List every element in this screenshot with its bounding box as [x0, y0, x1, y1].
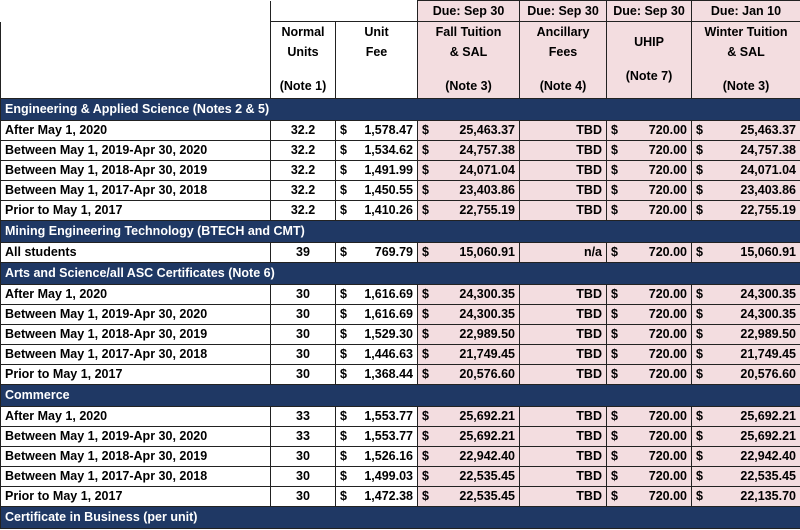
normal-units: 32.2: [271, 161, 336, 181]
currency-symbol: $: [696, 489, 703, 503]
currency-symbol: $: [422, 123, 429, 137]
currency-symbol: $: [696, 183, 703, 197]
fall-tuition-value: 15,060.91: [459, 245, 515, 259]
column-header-row: [1, 22, 800, 99]
winter-tuition: [692, 201, 800, 221]
section-header-row: [1, 221, 800, 243]
unit-fee: [336, 487, 418, 507]
fall-tuition: [418, 243, 520, 263]
unit-fee-value: 1,529.30: [364, 327, 413, 341]
uhip-fee: [607, 447, 692, 467]
uhip-fee: [607, 365, 692, 385]
unit-fee-value: 769.79: [374, 245, 413, 259]
currency-symbol: $: [696, 367, 703, 381]
row-label: Between May 1, 2019-Apr 30, 2020: [1, 427, 271, 447]
table-row: [1, 161, 800, 181]
uhip-fee: [607, 201, 692, 221]
section-title: Arts and Science/all ASC Certificates (Note 6): [1, 263, 800, 285]
ancillary-fees: TBD: [520, 201, 607, 221]
fall-header-line1: Fall Tuition: [435, 25, 502, 39]
currency-symbol: $: [611, 307, 618, 321]
uhip-fee-value: 720.00: [648, 327, 687, 341]
currency-symbol: $: [340, 489, 347, 503]
fall-tuition: [418, 447, 520, 467]
due-date-uhip: Due: Sep 30: [607, 1, 692, 22]
unit-fee-value: 1,472.38: [364, 489, 413, 503]
currency-symbol: $: [422, 327, 429, 341]
currency-symbol: $: [422, 429, 429, 443]
unit-fee: [336, 467, 418, 487]
winter-tuition: [692, 121, 800, 141]
fall-tuition-value: 24,071.04: [459, 163, 515, 177]
row-label: After May 1, 2020: [1, 407, 271, 427]
currency-symbol: $: [340, 449, 347, 463]
ancillary-fees: TBD: [520, 325, 607, 345]
currency-symbol: $: [422, 203, 429, 217]
currency-symbol: $: [611, 347, 618, 361]
section-header-row: [1, 263, 800, 285]
currency-symbol: $: [696, 449, 703, 463]
uhip-fee: [607, 427, 692, 447]
section-title: Commerce: [1, 385, 800, 407]
row-label: After May 1, 2020: [1, 121, 271, 141]
unit-fee: [336, 365, 418, 385]
normal-units: 33: [271, 427, 336, 447]
row-label: All students: [1, 243, 271, 263]
currency-symbol: $: [340, 203, 347, 217]
winter-tuition-value: 22,942.40: [740, 449, 796, 463]
currency-symbol: $: [422, 409, 429, 423]
winter-tuition: [692, 407, 800, 427]
currency-symbol: $: [696, 327, 703, 341]
normal-units: 39: [271, 243, 336, 263]
uhip-fee-value: 720.00: [648, 123, 687, 137]
ancillary-fees: TBD: [520, 305, 607, 325]
unit-fee-value: 1,616.69: [364, 287, 413, 301]
unit-fee: [336, 407, 418, 427]
fall-tuition-value: 21,749.45: [459, 347, 515, 361]
unit-fee: [336, 305, 418, 325]
ancillary-fees: TBD: [520, 467, 607, 487]
currency-symbol: $: [611, 287, 618, 301]
section-title: Certificate in Business (per unit): [1, 507, 800, 529]
ancillary-fees: TBD: [520, 285, 607, 305]
fall-tuition: [418, 407, 520, 427]
normal-units: 33: [271, 407, 336, 427]
normal-units: 30: [271, 285, 336, 305]
winter-tuition-value: 24,300.35: [740, 287, 796, 301]
fall-tuition: [418, 305, 520, 325]
row-label: Between May 1, 2017-Apr 30, 2018: [1, 345, 271, 365]
fall-tuition-value: 25,692.21: [459, 429, 515, 443]
fall-tuition: [418, 345, 520, 365]
row-label: Between May 1, 2018-Apr 30, 2019: [1, 161, 271, 181]
uhip-fee-value: 720.00: [648, 307, 687, 321]
currency-symbol: $: [422, 449, 429, 463]
row-label: Between May 1, 2018-Apr 30, 2019: [1, 447, 271, 467]
unit-fee-value: 1,616.69: [364, 307, 413, 321]
unit-fee-value: 1,526.16: [364, 449, 413, 463]
fall-header: [418, 22, 520, 99]
uhip-fee-value: 720.00: [648, 203, 687, 217]
currency-symbol: $: [340, 367, 347, 381]
uhip-fee-value: 720.00: [648, 347, 687, 361]
fall-tuition-value: 24,300.35: [459, 307, 515, 321]
currency-symbol: $: [611, 469, 618, 483]
fall-tuition-value: 22,535.45: [459, 469, 515, 483]
currency-symbol: $: [340, 469, 347, 483]
units-header-line2: Units: [287, 45, 319, 59]
currency-symbol: $: [340, 183, 347, 197]
fall-tuition-value: 23,403.86: [459, 183, 515, 197]
row-label: Between May 1, 2019-Apr 30, 2020: [1, 305, 271, 325]
table-row: [1, 285, 800, 305]
winter-tuition-value: 22,989.50: [740, 327, 796, 341]
currency-symbol: $: [696, 409, 703, 423]
winter-tuition-value: 15,060.91: [740, 245, 796, 259]
normal-units: 30: [271, 365, 336, 385]
table-row: [1, 181, 800, 201]
winter-tuition-value: 23,403.86: [740, 183, 796, 197]
uhip-fee: [607, 141, 692, 161]
winter-tuition-value: 25,692.21: [740, 409, 796, 423]
uhip-fee: [607, 161, 692, 181]
currency-symbol: $: [611, 123, 618, 137]
normal-units: 30: [271, 467, 336, 487]
table-row: [1, 121, 800, 141]
unit-fee-value: 1,410.26: [364, 203, 413, 217]
row-label: Between May 1, 2018-Apr 30, 2019: [1, 325, 271, 345]
currency-symbol: $: [422, 163, 429, 177]
ancillary-fees: TBD: [520, 407, 607, 427]
fall-tuition: [418, 161, 520, 181]
unit-fee-value: 1,450.55: [364, 183, 413, 197]
unit-fee: [336, 447, 418, 467]
winter-header-line2: & SAL: [727, 45, 765, 59]
winter-tuition-value: 24,757.38: [740, 143, 796, 157]
table-row: [1, 305, 800, 325]
normal-units: 32.2: [271, 121, 336, 141]
currency-symbol: $: [611, 449, 618, 463]
winter-tuition: [692, 243, 800, 263]
fall-tuition-value: 22,989.50: [459, 327, 515, 341]
unit-fee: [336, 121, 418, 141]
currency-symbol: $: [340, 409, 347, 423]
winter-tuition: [692, 305, 800, 325]
uhip-fee: [607, 181, 692, 201]
unit-fee: [336, 161, 418, 181]
row-label: Between May 1, 2019-Apr 30, 2020: [1, 141, 271, 161]
currency-symbol: $: [340, 327, 347, 341]
unit-fee-value: 1,534.62: [364, 143, 413, 157]
fall-tuition: [418, 325, 520, 345]
uhip-fee-value: 720.00: [648, 183, 687, 197]
currency-symbol: $: [611, 163, 618, 177]
fee-header-line1: Unit: [364, 25, 389, 39]
currency-symbol: $: [696, 469, 703, 483]
uhip-fee: [607, 345, 692, 365]
ancillary-header: [520, 22, 607, 99]
uhip-fee: [607, 305, 692, 325]
winter-tuition: [692, 487, 800, 507]
winter-header: [692, 22, 800, 99]
winter-header-note: (Note 3): [722, 79, 770, 93]
ancillary-fees: TBD: [520, 121, 607, 141]
ancillary-header-note: (Note 4): [539, 79, 587, 93]
currency-symbol: $: [611, 143, 618, 157]
currency-symbol: $: [340, 163, 347, 177]
winter-tuition: [692, 447, 800, 467]
unit-fee: [336, 201, 418, 221]
uhip-fee: [607, 487, 692, 507]
winter-tuition-value: 25,692.21: [740, 429, 796, 443]
currency-symbol: $: [611, 245, 618, 259]
normal-units: 30: [271, 345, 336, 365]
winter-tuition: [692, 285, 800, 305]
currency-symbol: $: [696, 163, 703, 177]
currency-symbol: $: [422, 183, 429, 197]
units-header-line1: Normal: [281, 25, 325, 39]
currency-symbol: $: [422, 307, 429, 321]
uhip-fee: [607, 121, 692, 141]
uhip-fee-value: 720.00: [648, 287, 687, 301]
winter-tuition-value: 22,535.45: [740, 469, 796, 483]
currency-symbol: $: [696, 287, 703, 301]
uhip-header-line1: UHIP: [634, 35, 664, 49]
table-row: [1, 467, 800, 487]
uhip-fee-value: 720.00: [648, 245, 687, 259]
normal-units: 32.2: [271, 141, 336, 161]
section-header-row: [1, 507, 800, 529]
unit-fee-value: 1,578.47: [364, 123, 413, 137]
fall-tuition: [418, 285, 520, 305]
fall-tuition: [418, 487, 520, 507]
currency-symbol: $: [611, 203, 618, 217]
table-row: [1, 365, 800, 385]
units-header-note: (Note 1): [279, 79, 327, 93]
currency-symbol: $: [340, 287, 347, 301]
table-row: [1, 407, 800, 427]
uhip-fee-value: 720.00: [648, 163, 687, 177]
section-title: Engineering & Applied Science (Notes 2 & 5): [1, 99, 800, 121]
uhip-fee: [607, 285, 692, 305]
normal-units: 30: [271, 305, 336, 325]
unit-fee-value: 1,368.44: [364, 367, 413, 381]
currency-symbol: $: [340, 245, 347, 259]
row-label: Between May 1, 2017-Apr 30, 2018: [1, 181, 271, 201]
ancillary-fees: TBD: [520, 447, 607, 467]
unit-fee: [336, 181, 418, 201]
section-header-row: [1, 385, 800, 407]
blank-header: [1, 22, 271, 99]
unit-fee-value: 1,553.77: [364, 429, 413, 443]
ancillary-fees: TBD: [520, 161, 607, 181]
winter-tuition: [692, 345, 800, 365]
fall-header-line2: & SAL: [449, 45, 488, 59]
winter-tuition: [692, 427, 800, 447]
unit-fee: [336, 427, 418, 447]
fall-tuition: [418, 121, 520, 141]
fall-tuition-value: 22,535.45: [459, 489, 515, 503]
uhip-fee: [607, 467, 692, 487]
uhip-fee-value: 720.00: [648, 469, 687, 483]
currency-symbol: $: [422, 245, 429, 259]
unit-fee: [336, 285, 418, 305]
normal-units: 32.2: [271, 201, 336, 221]
currency-symbol: $: [422, 489, 429, 503]
table-row: [1, 141, 800, 161]
uhip-fee: [607, 243, 692, 263]
fee-header: [336, 22, 418, 99]
fall-tuition-value: 22,755.19: [459, 203, 515, 217]
fall-tuition: [418, 427, 520, 447]
ancillary-fees: TBD: [520, 141, 607, 161]
uhip-fee-value: 720.00: [648, 143, 687, 157]
ancillary-fees: TBD: [520, 345, 607, 365]
currency-symbol: $: [696, 429, 703, 443]
ancillary-header-line1: Ancillary: [536, 25, 590, 39]
uhip-fee-value: 720.00: [648, 489, 687, 503]
currency-symbol: $: [696, 307, 703, 321]
normal-units: 32.2: [271, 181, 336, 201]
uhip-fee-value: 720.00: [648, 367, 687, 381]
winter-tuition: [692, 161, 800, 181]
fall-tuition-value: 22,942.40: [459, 449, 515, 463]
currency-symbol: $: [422, 143, 429, 157]
currency-symbol: $: [611, 327, 618, 341]
table-row: [1, 447, 800, 467]
winter-tuition: [692, 181, 800, 201]
winter-tuition: [692, 467, 800, 487]
normal-units: 30: [271, 487, 336, 507]
unit-fee: [336, 141, 418, 161]
table-row: [1, 487, 800, 507]
fall-tuition: [418, 141, 520, 161]
unit-fee-value: 1,499.03: [364, 469, 413, 483]
unit-fee: [336, 345, 418, 365]
fee-header-line2: Fee: [365, 45, 388, 59]
fall-tuition: [418, 181, 520, 201]
unit-fee-value: 1,553.77: [364, 409, 413, 423]
currency-symbol: $: [422, 469, 429, 483]
uhip-fee-value: 720.00: [648, 449, 687, 463]
due-date-ancillary: Due: Sep 30: [520, 1, 607, 22]
fall-tuition-value: 24,757.38: [459, 143, 515, 157]
uhip-fee-value: 720.00: [648, 429, 687, 443]
currency-symbol: $: [340, 143, 347, 157]
currency-symbol: $: [696, 143, 703, 157]
currency-symbol: $: [340, 123, 347, 137]
winter-tuition-value: 20,576.60: [740, 367, 796, 381]
fall-header-note: (Note 3): [445, 79, 492, 93]
fall-tuition: [418, 467, 520, 487]
ancillary-fees: n/a: [520, 243, 607, 263]
section-header-row: [1, 99, 800, 121]
currency-symbol: $: [611, 429, 618, 443]
winter-header-line1: Winter Tuition: [704, 25, 788, 39]
currency-symbol: $: [340, 347, 347, 361]
currency-symbol: $: [340, 307, 347, 321]
currency-symbol: $: [696, 203, 703, 217]
currency-symbol: $: [340, 429, 347, 443]
due-date-winter: Due: Jan 10: [692, 1, 800, 22]
table-row: [1, 345, 800, 365]
currency-symbol: $: [611, 183, 618, 197]
winter-tuition-value: 24,071.04: [740, 163, 796, 177]
ancillary-fees: TBD: [520, 365, 607, 385]
ancillary-fees: TBD: [520, 181, 607, 201]
currency-symbol: $: [696, 123, 703, 137]
unit-fee-value: 1,446.63: [364, 347, 413, 361]
row-label: After May 1, 2020: [1, 285, 271, 305]
fall-tuition-value: 24,300.35: [459, 287, 515, 301]
uhip-header: [607, 22, 692, 99]
currency-symbol: $: [611, 367, 618, 381]
table-row: [1, 201, 800, 221]
winter-tuition: [692, 365, 800, 385]
fall-tuition-value: 25,692.21: [459, 409, 515, 423]
winter-tuition-value: 21,749.45: [740, 347, 796, 361]
fall-tuition-value: 25,463.37: [459, 123, 515, 137]
fall-tuition: [418, 365, 520, 385]
due-date-fall: Due: Sep 30: [418, 1, 520, 22]
currency-symbol: $: [422, 287, 429, 301]
ancillary-header-line2: Fees: [548, 45, 578, 59]
fall-tuition: [418, 201, 520, 221]
currency-symbol: $: [611, 409, 618, 423]
table-row: [1, 427, 800, 447]
units-header: [271, 22, 336, 99]
table-row: [1, 243, 800, 263]
winter-tuition: [692, 141, 800, 161]
unit-fee: [336, 325, 418, 345]
section-title: Mining Engineering Technology (BTECH and CMT): [1, 221, 800, 243]
winter-tuition-value: 22,135.70: [740, 489, 796, 503]
uhip-fee: [607, 407, 692, 427]
unit-fee-value: 1,491.99: [364, 163, 413, 177]
ancillary-fees: TBD: [520, 487, 607, 507]
winter-tuition-value: 22,755.19: [740, 203, 796, 217]
winter-tuition-value: 24,300.35: [740, 307, 796, 321]
currency-symbol: $: [611, 489, 618, 503]
uhip-fee: [607, 325, 692, 345]
currency-symbol: $: [422, 367, 429, 381]
currency-symbol: $: [696, 245, 703, 259]
fall-tuition-value: 20,576.60: [459, 367, 515, 381]
normal-units: 30: [271, 325, 336, 345]
winter-tuition-value: 25,463.37: [740, 123, 796, 137]
row-label: Between May 1, 2017-Apr 30, 2018: [1, 467, 271, 487]
row-label: Prior to May 1, 2017: [1, 201, 271, 221]
currency-symbol: $: [696, 347, 703, 361]
currency-symbol: $: [422, 347, 429, 361]
due-date-row: [1, 1, 800, 22]
row-label: Prior to May 1, 2017: [1, 487, 271, 507]
normal-units: 30: [271, 447, 336, 467]
uhip-header-note: (Note 7): [625, 69, 673, 83]
winter-tuition: [692, 325, 800, 345]
row-label: Prior to May 1, 2017: [1, 365, 271, 385]
ancillary-fees: TBD: [520, 427, 607, 447]
uhip-fee-value: 720.00: [648, 409, 687, 423]
unit-fee: [336, 243, 418, 263]
table-row: [1, 325, 800, 345]
